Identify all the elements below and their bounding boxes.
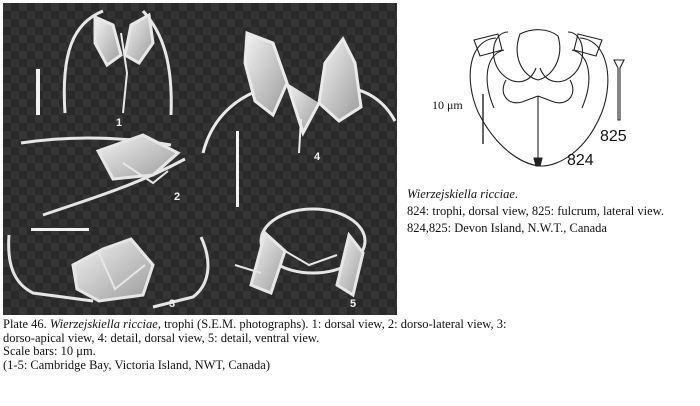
drawing-caption-line-2: 824,825: Devon Island, N.W.T., Canada [407, 221, 607, 235]
panel-label-1: 1 [116, 117, 123, 129]
plate-caption-scale: Scale bars: 10 μm. [3, 344, 96, 359]
drawing-scale-label: 10 μm [432, 98, 463, 112]
plate-caption-locality: (1-5: Cambridge Bay, Victoria Island, NWT, Canada) [3, 357, 270, 372]
panel-label-5: 5 [350, 298, 357, 310]
drawing-caption-line-1: 824: trophi, dorsal view, 825: fulcrum, lateral view. [407, 204, 664, 218]
figure-number-824: 824 [567, 152, 594, 169]
sem-photo-plate [3, 3, 397, 315]
panel-label-3: 3 [169, 298, 176, 310]
plate-caption-text-1: , trophi (S.E.M. photographs). 1: dorsal view, 2: dorso-lateral view, 3: [157, 317, 507, 331]
drawing-caption [407, 186, 697, 237]
plate-caption-line-1 [3, 318, 643, 332]
panel-label-2: 2 [174, 191, 181, 203]
panel-label-4: 4 [314, 151, 321, 163]
plate-caption [3, 318, 643, 372]
plate-caption-line-2: dorso-apical view, 4: detail, dorsal view, 5: detail, ventral view. [3, 330, 320, 345]
figure-number-825: 825 [600, 128, 627, 145]
drawing-caption-species: Wierzejskiella ricciae. [407, 187, 519, 201]
plate-caption-prefix: Plate 46. [3, 317, 47, 331]
sem-photo-plate-drawing [3, 3, 397, 315]
plate-caption-species: Wierzejskiella ricciae [49, 317, 158, 331]
